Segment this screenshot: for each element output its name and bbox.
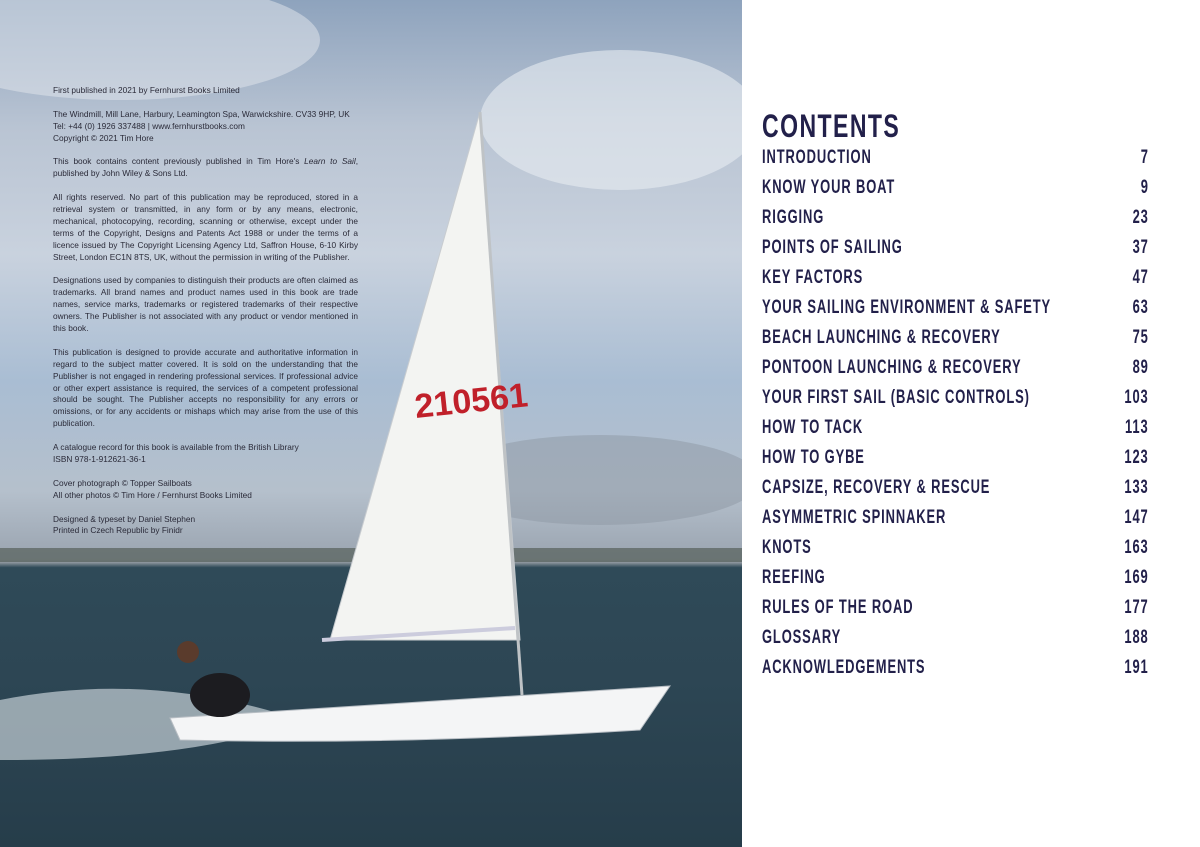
- contents-item-page: 169: [1124, 567, 1149, 588]
- contents-item: [762, 597, 1149, 627]
- contents-title: CONTENTS: [762, 108, 901, 144]
- contents-item-page: 133: [1124, 477, 1149, 498]
- contents-item-title: PONTOON LAUNCHING & RECOVERY: [762, 357, 1022, 378]
- contents-item-page: 191: [1124, 657, 1149, 678]
- contents-item-page: 147: [1124, 507, 1149, 528]
- contents-item-page: 37: [1132, 237, 1149, 258]
- contents-item: [762, 147, 1149, 177]
- contents-item: [762, 567, 1149, 597]
- contents-item: [762, 537, 1149, 567]
- contents-item-title: HOW TO TACK: [762, 417, 864, 438]
- contents-item-page: 177: [1124, 597, 1149, 618]
- imprint-cover-credit: Cover photograph © Topper Sailboats: [53, 477, 192, 488]
- imprint-tel: Tel: +44 (0) 1926 337488 | www.fernhurstbooks.com: [53, 120, 245, 131]
- contents-item: [762, 267, 1149, 297]
- contents-item-page: 63: [1132, 297, 1149, 318]
- contents-item: [762, 327, 1149, 357]
- contents-item-title: RULES OF THE ROAD: [762, 597, 914, 618]
- imprint-printer: Printed in Czech Republic by Finidr: [53, 525, 183, 536]
- imprint-publisher: First published in 2021 by Fernhurst Books Limited: [53, 85, 240, 95]
- contents-item-title: KEY FACTORS: [762, 267, 864, 288]
- contents-item: [762, 237, 1149, 267]
- imprint-copyright: Copyright © 2021 Tim Hore: [53, 132, 154, 143]
- contents-item: [762, 177, 1149, 207]
- contents-item: [762, 357, 1149, 387]
- contents-item-page: 47: [1132, 267, 1149, 288]
- contents-item-page: 163: [1124, 537, 1149, 558]
- contents-item-page: 89: [1132, 357, 1149, 378]
- contents-item-title: RIGGING: [762, 207, 825, 228]
- contents-item-title: YOUR FIRST SAIL (BASIC CONTROLS): [762, 387, 1030, 408]
- contents-page: [742, 0, 1200, 847]
- imprint-rights: All rights reserved. No part of this publication may be reproduced, stored in a retrieval system or transmitted, in any form or by any means, electronic, mechanical, photocopying, recording, scanning or otherwise, except under the terms of the Copyright, Designs and Patents Act 1988 or under the terms of a licence issued by The Copyright Licensing Agency Ltd, Saffron House, 6-10 Kirby Street, London EC1N 8TS, UK, without the permission in writing of the Publisher.: [53, 192, 358, 262]
- sail-number: 210561: [412, 376, 530, 426]
- imprint-prior-title: Learn to Sail: [304, 156, 356, 167]
- contents-item: [762, 507, 1149, 537]
- imprint-prior: This book contains content previously published in Tim Hore's: [53, 156, 305, 167]
- contents-item-title: KNOW YOUR BOAT: [762, 177, 896, 198]
- contents-item-title: POINTS OF SAILING: [762, 237, 903, 258]
- contents-item-title: CAPSIZE, RECOVERY & RESCUE: [762, 477, 991, 498]
- contents-item-title: YOUR SAILING ENVIRONMENT & SAFETY: [762, 297, 1052, 318]
- imprint-photo-credit: All other photos © Tim Hore / Fernhurst Books Limited: [53, 489, 252, 500]
- contents-item-page: 23: [1132, 207, 1149, 228]
- contents-item: [762, 297, 1149, 327]
- contents-item-page: 75: [1132, 327, 1149, 348]
- imprint-prior-publisher: , published by John Wiley & Sons Ltd.: [53, 156, 358, 179]
- contents-item-page: 7: [1140, 147, 1149, 168]
- contents-item-page: 113: [1125, 417, 1149, 438]
- contents-item: [762, 387, 1149, 417]
- imprint-address: The Windmill, Mill Lane, Harbury, Leamington Spa, Warwickshire. CV33 9HP, UK: [53, 108, 350, 119]
- contents-item-page: 9: [1140, 177, 1149, 198]
- contents-item: [762, 477, 1149, 507]
- contents-item-title: BEACH LAUNCHING & RECOVERY: [762, 327, 1001, 348]
- contents-item-title: ASYMMETRIC SPINNAKER: [762, 507, 947, 528]
- contents-item-page: 188: [1124, 627, 1149, 648]
- contents-item-title: ACKNOWLEDGEMENTS: [762, 657, 926, 678]
- contents-item-title: KNOTS: [762, 537, 812, 558]
- contents-item-title: HOW TO GYBE: [762, 447, 865, 468]
- contents-item: [762, 657, 1149, 687]
- imprint-text: [53, 85, 358, 549]
- contents-item-page: 103: [1124, 387, 1149, 408]
- contents-item-title: GLOSSARY: [762, 627, 842, 648]
- contents-item: [762, 447, 1149, 477]
- contents-item-title: INTRODUCTION: [762, 147, 872, 168]
- imprint-designer: Designed & typeset by Daniel Stephen: [53, 513, 196, 524]
- imprint-catalogue: A catalogue record for this book is available from the British Library: [53, 442, 299, 453]
- contents-item: [762, 627, 1149, 657]
- contents-item: [762, 417, 1149, 447]
- contents-item-page: 123: [1124, 447, 1149, 468]
- imprint-disclaimer: This publication is designed to provide accurate and authoritative information in regard to the subject matter covered. It is sold on the understanding that the Publisher is not engaged in rendering professional services. If professional advice or other expert assistance is required, the services of a competent professional should be sought. The Publisher accepts no responsibility for any errors or omissions, or for any accidents or mishaps which may arise from the use of this publication.: [53, 346, 358, 429]
- contents-item: [762, 207, 1149, 237]
- contents-item-title: REEFING: [762, 567, 826, 588]
- imprint-trademarks: Designations used by companies to distinguish their products are often claimed as trademarks. All brand names and product names used in this book are trade names, service marks, trademarks or registered trademarks of their respective owners. The Publisher is not associated with any product or vendor mentioned in this book.: [53, 275, 358, 334]
- imprint-isbn: ISBN 978-1-912621-36-1: [53, 454, 146, 464]
